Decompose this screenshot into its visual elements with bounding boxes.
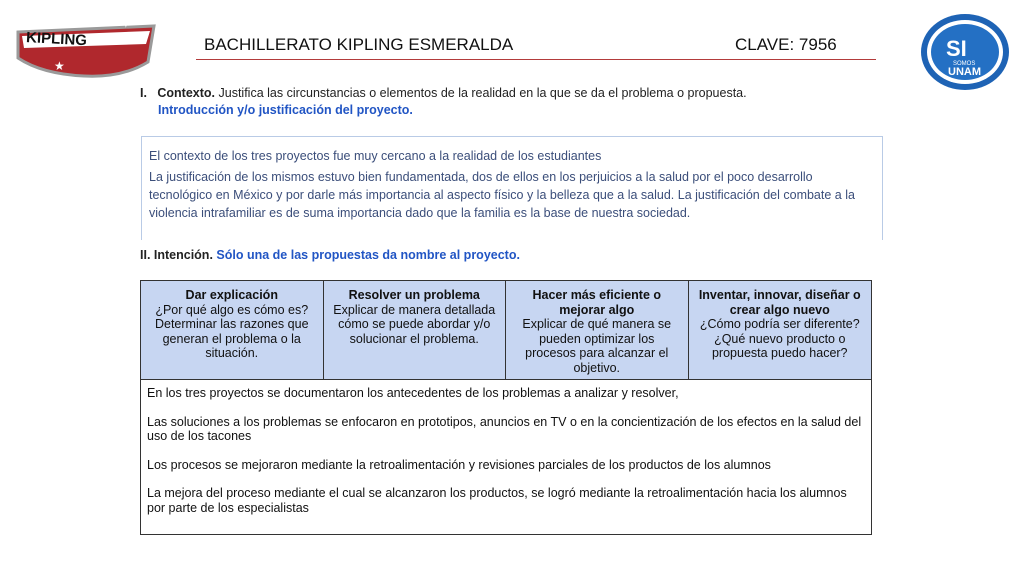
intention-column-title: Dar explicación [185,288,278,302]
intention-column [506,281,689,379]
intention-column-text: Explicar de qué manera se pueden optimizar los procesos para alcanzar el objetivo. [522,317,672,375]
intention-table-body [141,380,871,515]
section2-subtitle: Sólo una de las propuestas da nombre al proyecto. [216,248,520,262]
unam-logo [918,10,1012,92]
context-box [141,136,883,240]
section2-label: II. Intención. [140,248,213,262]
intention-column-title: Inventar, innovar, diseñar o crear algo nuevo [698,288,861,317]
header-divider [196,59,876,60]
svg-text:✦: ✦ [120,16,132,32]
unam-logo-bottom: UNAM [948,66,981,78]
section2-heading [140,248,520,262]
unam-logo-small: SOMOS [953,61,976,67]
section1-label: Contexto. [157,86,216,100]
intention-column-title: Hacer más eficiente o mejorar algo [532,288,662,317]
intention-column [141,281,324,379]
context-paragraph: La justificación de los mismos estuvo bien fundamentada, dos de ellos en los perjuicios a la salud por el poco desarrollo tecnológico en México y por darle más importancia al aspecto físico y la belleza que a la salud. La justificación del combate a la violencia intrafamiliar es de suma importancia dado que la familia es la base de nuestra sociedad. [149,170,855,220]
context-paragraph: El contexto de los tres proyectos fue muy cercano a la realidad de los estudiantes [149,149,602,163]
intention-paragraph: Los procesos se mejoraron mediante la retroalimentación y revisiones parciales de los productos de los alumnos [147,457,771,472]
intention-table [140,280,872,535]
intention-paragraph: La mejora del proceso mediante el cual se alcanzaron los productos, se logró mediante la retroalimentación hacia los alumnos por parte de los especialistas [147,486,847,515]
section1-heading [140,86,747,100]
page-title: BACHILLERATO KIPLING ESMERALDA [204,35,514,54]
section1-text: Justifica las circunstancias o elementos de la realidad en la que se da el problema o propuesta. [218,86,747,100]
intention-paragraph: En los tres proyectos se documentaron los antecedentes de los problemas a analizar y resolver, [147,386,679,400]
school-code: CLAVE: 7956 [735,35,837,54]
section1-subtitle: Introducción y/o justificación del proyecto. [158,103,413,117]
intention-column-text: ¿Por qué algo es cómo es? Determinar las razones que generan el problema o la situación. [154,302,309,360]
intention-column [324,281,507,379]
section1-number: I. [140,86,147,100]
svg-text:★: ★ [54,59,65,73]
intention-column-title: Resolver un problema [348,288,480,302]
intention-table-header [141,281,871,380]
intention-column-text: Explicar de manera detallada cómo se puede abordar y/o solucionar el problema. [333,302,496,346]
unam-logo-main: SI [946,36,967,61]
kipling-logo-text: KIPLING [25,29,88,50]
kipling-logo [12,14,160,80]
intention-paragraph: Las soluciones a los problemas se enfocaron en prototipos, anuncios en TV o en la concientización de los efectos en la salud del uso de los tacones [147,414,862,443]
intention-column [689,281,872,379]
intention-column-text: ¿Cómo podría ser diferente? ¿Qué nuevo producto o propuesta puedo hacer? [699,317,860,360]
